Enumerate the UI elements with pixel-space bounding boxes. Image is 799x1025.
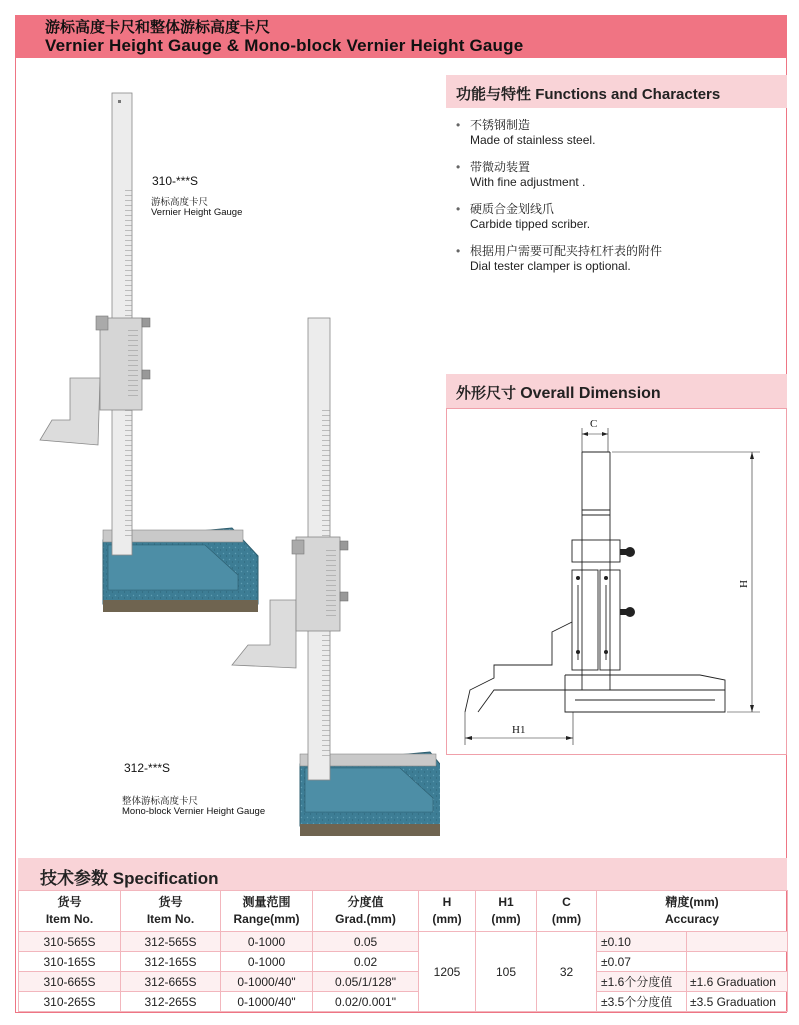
bullet-icon: •: [456, 160, 461, 174]
product-310-code: 310-***S: [152, 174, 199, 188]
col-h1: H1 (mm): [476, 891, 537, 932]
dimension-label-h1: H1: [512, 724, 526, 736]
dimension-title-cn: 外形尺寸: [456, 385, 517, 402]
gauge-310-illustration: [40, 93, 258, 612]
cell-accuracy-cn: ±0.07: [597, 952, 687, 972]
product-312-code: 312-***S: [124, 761, 171, 775]
feature-en: Made of stainless steel.: [470, 133, 596, 147]
cell-item-312: 312-165S: [121, 952, 221, 972]
cell-accuracy-en: ±1.6 Graduation: [687, 972, 788, 992]
spec-title-en: Specification: [112, 869, 219, 888]
cell-accuracy-en: [687, 932, 788, 952]
feature-cn: 硬质合金划线爪: [470, 202, 555, 216]
col-range: 测量范围 Range(mm): [221, 891, 313, 932]
cell-accuracy-cn: ±1.6个分度值: [597, 972, 687, 992]
product-310-name-en: Vernier Height Gauge: [151, 207, 243, 218]
table-row: [19, 992, 788, 1012]
feature-cn: 不锈钢制造: [470, 118, 531, 132]
features-list: [456, 118, 776, 286]
cell-range: 0-1000: [221, 932, 313, 952]
spec-title-cn: 技术参数: [40, 869, 108, 888]
cell-range: 0-1000: [221, 952, 313, 972]
col-accuracy: 精度(mm) Accuracy: [597, 891, 788, 932]
gauge-312-illustration: [232, 318, 440, 836]
feature-item: [456, 244, 776, 274]
feature-en: With fine adjustment .: [470, 175, 586, 189]
dimension-label-c: C: [590, 418, 598, 430]
cell-grad: 0.02/0.001": [313, 992, 419, 1012]
cell-grad: 0.05: [313, 932, 419, 952]
cell-range: 0-1000/40": [221, 972, 313, 992]
feature-en: Dial tester clamper is optional.: [470, 259, 631, 273]
cell-item-310: 310-665S: [19, 972, 121, 992]
dimension-label-h: H: [736, 580, 749, 588]
cell-grad: 0.05/1/128": [313, 972, 419, 992]
cell-accuracy-cn: ±3.5个分度值: [597, 992, 687, 1012]
dimension-title-en: Overall Dimension: [520, 385, 661, 402]
product-312-name-cn: 整体游标高度卡尺: [122, 796, 199, 807]
features-header: [446, 75, 787, 108]
cell-item-312: 312-665S: [121, 972, 221, 992]
cell-item-312: 312-265S: [121, 992, 221, 1012]
table-row: [19, 952, 788, 972]
cell-item-310: 310-265S: [19, 992, 121, 1012]
col-item-312: 货号 Item No.: [121, 891, 221, 932]
col-item-310: 货号 Item No.: [19, 891, 121, 932]
spec-table: [18, 890, 788, 1012]
cell-item-310: 310-165S: [19, 952, 121, 972]
cell-grad: 0.02: [313, 952, 419, 972]
bullet-icon: •: [456, 244, 461, 258]
table-row: [19, 932, 788, 952]
bullet-icon: •: [456, 118, 461, 132]
col-grad: 分度值 Grad.(mm): [313, 891, 419, 932]
dimension-header: [446, 374, 787, 408]
product-310-name-cn: 游标高度卡尺: [151, 197, 209, 208]
page-title-cn: 游标高度卡尺和整体游标高度卡尺: [45, 19, 271, 36]
feature-cn: 根据用户需要可配夹持杠杆表的附件: [470, 244, 663, 258]
feature-item: [456, 160, 776, 190]
cell-accuracy-en: ±3.5 Graduation: [687, 992, 788, 1012]
features-title-en: Functions and Characters: [535, 86, 721, 103]
features-title-cn: 功能与特性: [456, 86, 532, 103]
cell-h1: 105: [476, 932, 537, 1012]
cell-accuracy-cn: ±0.10: [597, 932, 687, 952]
product-illustrations: [0, 0, 440, 850]
feature-en: Carbide tipped scriber.: [470, 217, 591, 231]
spec-header-row: [19, 891, 788, 932]
page-title-en: Vernier Height Gauge & Mono-block Vernier Height Gauge: [45, 36, 524, 55]
col-h: H (mm): [419, 891, 476, 932]
dimension-drawing: [446, 408, 787, 755]
product-312-name-en: Mono-block Vernier Height Gauge: [122, 806, 266, 817]
cell-c: 32: [537, 932, 597, 1012]
cell-range: 0-1000/40": [221, 992, 313, 1012]
col-c: C (mm): [537, 891, 597, 932]
spec-header: [18, 858, 787, 890]
table-row: [19, 972, 788, 992]
feature-cn: 带微动装置: [470, 160, 531, 174]
cell-accuracy-en: [687, 952, 788, 972]
bullet-icon: •: [456, 202, 461, 216]
cell-item-312: 312-565S: [121, 932, 221, 952]
cell-item-310: 310-565S: [19, 932, 121, 952]
cell-h: 1205: [419, 932, 476, 1012]
feature-item: [456, 202, 776, 232]
feature-item: [456, 118, 776, 148]
